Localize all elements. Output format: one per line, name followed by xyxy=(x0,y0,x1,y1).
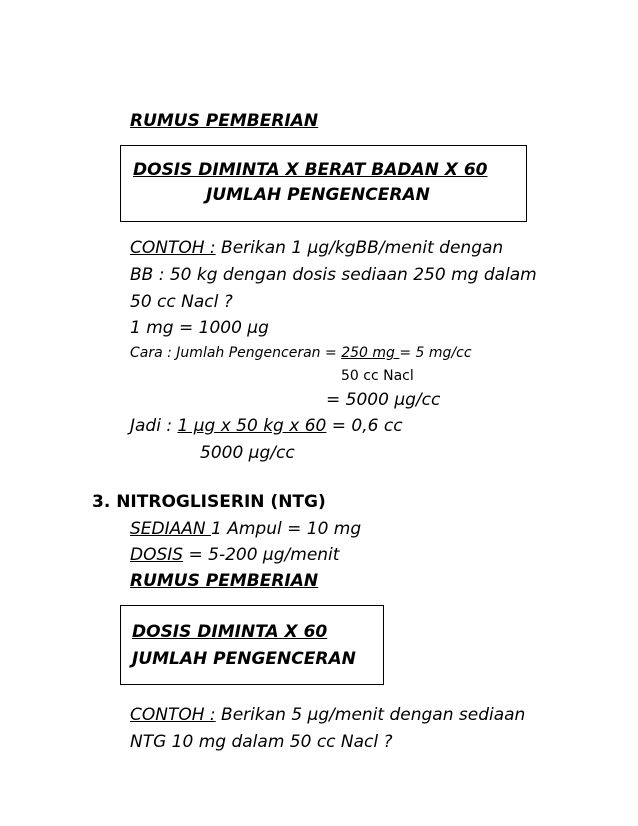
cara-denominator: 50 cc Nacl xyxy=(341,368,414,384)
sediaan-value: 1 Ampul = 10 mg xyxy=(211,519,362,539)
ntg-example-line-1 xyxy=(130,705,525,725)
example-text-1: Berikan 1 µg/kgBB/menit dengan xyxy=(215,238,504,258)
cara-result-2: = 5000 µg/cc xyxy=(326,390,441,410)
ntg-formula-denominator: JUMLAH PENGENCERAN xyxy=(132,649,356,669)
contoh-label: CONTOH : xyxy=(130,238,216,258)
cara-numerator: 250 mg xyxy=(341,345,400,361)
formula-numerator: DOSIS DIMINTA X BERAT BADAN X 60 xyxy=(133,160,488,180)
formula-denominator: JUMLAH PENGENCERAN xyxy=(206,185,430,205)
jadi-denominator: 5000 µg/cc xyxy=(200,443,295,463)
ntg-example-text-1: Berikan 5 µg/menit dengan sediaan xyxy=(215,705,526,725)
example-line-1 xyxy=(130,238,503,258)
sediaan-label: SEDIAAN xyxy=(130,519,212,539)
unit-conversion: 1 mg = 1000 µg xyxy=(130,318,269,338)
cara-line xyxy=(130,343,472,363)
formula-box xyxy=(120,145,527,222)
jadi-numerator: 1 µg x 50 kg x 60 xyxy=(177,416,327,436)
dosis-value: = 5-200 µg/menit xyxy=(183,545,340,565)
ntg-formula-box xyxy=(120,605,384,685)
ntg-title: 3. NITROGLISERIN (NTG) xyxy=(92,492,326,512)
example-line-3: 50 cc Nacl ? xyxy=(130,292,233,312)
rumus-pemberian-heading: RUMUS PEMBERIAN xyxy=(130,111,319,131)
ntg-contoh-label: CONTOH : xyxy=(130,705,216,725)
rumus-pemberian-heading-2: RUMUS PEMBERIAN xyxy=(130,571,319,591)
ntg-example-line-2: NTG 10 mg dalam 50 cc Nacl ? xyxy=(130,732,393,752)
ntg-formula-numerator: DOSIS DIMINTA X 60 xyxy=(132,622,328,642)
dosis-label: DOSIS xyxy=(130,545,184,565)
jadi-prefix: Jadi : xyxy=(130,416,178,436)
jadi-result: = 0,6 cc xyxy=(326,416,403,436)
sediaan-line xyxy=(130,519,361,539)
cara-prefix: Cara : Jumlah Pengenceran = xyxy=(130,345,342,361)
example-line-2: BB : 50 kg dengan dosis sediaan 250 mg dalam xyxy=(130,265,537,285)
jadi-line xyxy=(130,416,403,436)
dosis-line xyxy=(130,545,339,565)
cara-result: = 5 mg/cc xyxy=(399,345,472,361)
